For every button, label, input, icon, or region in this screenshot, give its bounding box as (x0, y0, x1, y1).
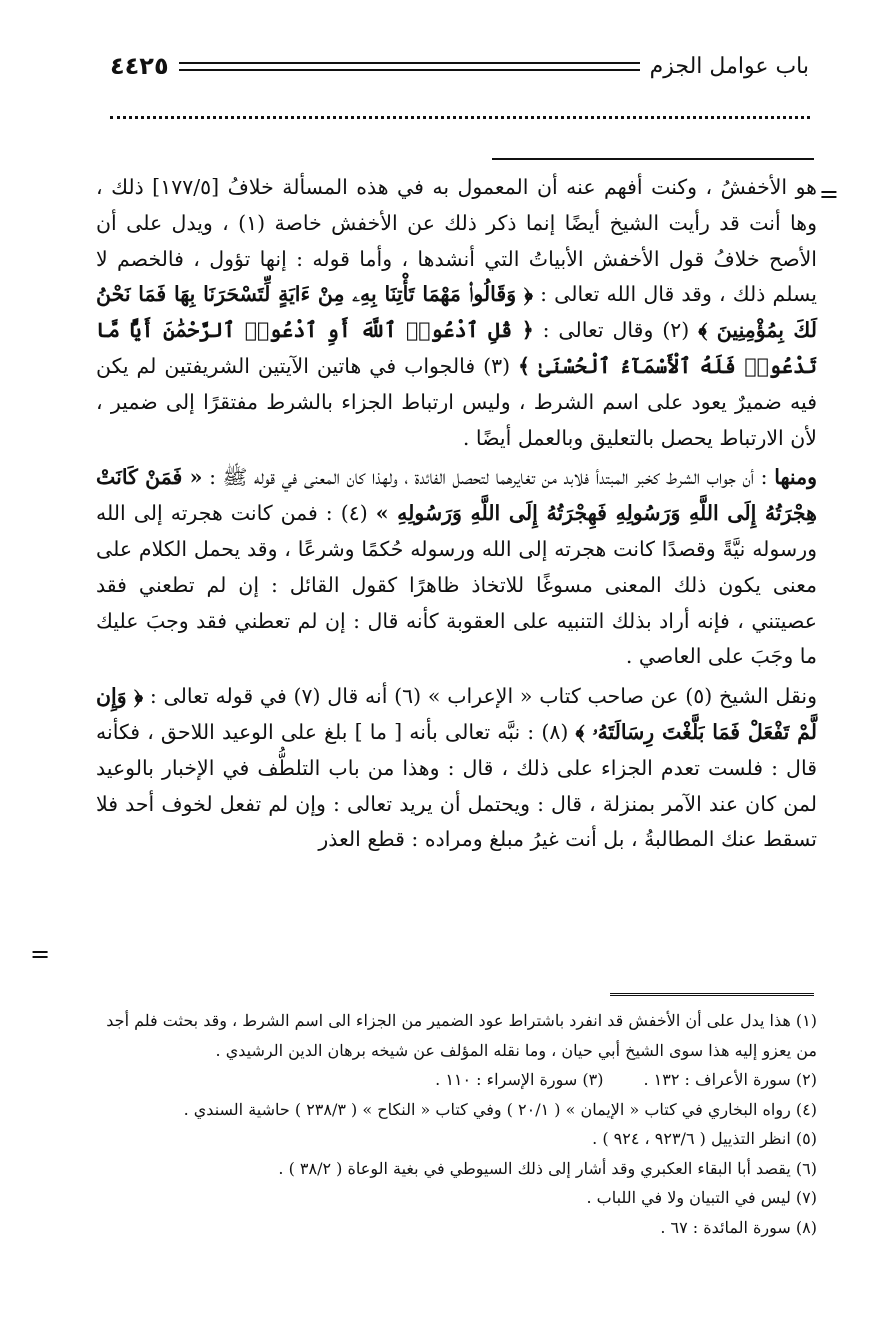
footnote-ref-4: (٤) (340, 501, 368, 526)
and-said-text: وقال تعالى : (542, 318, 654, 343)
footnote-7: (٧) ليس في التبيان ولا في اللباب . (586, 1188, 817, 1207)
para1-text: هو الأخفشُ ، وكنت أفهم عنه أن المعمول به في هذه المسألة خلافُ [١٧٧/٥] ذلك ، وها أنت قد رأيت الشيخ أيضًا إنما ذكر ذلك عن الأخفش خاصة (١) ، ويدل على أن الأصح خلافُ قول الأخفش الأبياتُ التي أنشدها ، وأما قوله : إنها تؤول ، فالخصم لا يسلم ذلك ، وقد قال الله تعالى : (96, 175, 817, 307)
footnote-8: (٨) سورة المائدة : ٦٧ . (660, 1217, 817, 1237)
footnote-4: (٤) رواه البخاري في كتاب « الإيمان » ( ٢٠/١ ) وفي كتاب « النكاح » ( ٢٣٨/٣ ) حاشية السندي . (183, 1099, 817, 1119)
quran-verse-isra: ﴿ قُلِ ٱدْعُوا۟ ٱللَّهَ أَوِ ٱدْعُوا۟ ٱلرَّحْمَٰنَ أَيًّا مَّا تَدْعُوا۟ فَلَهُ ٱلْأَسْمَآءُ ٱلْحُسْنَىٰ ﴾ (96, 318, 817, 378)
continuation-mark: = (818, 180, 839, 208)
para2-lead: ومنها (774, 465, 817, 490)
footnote-ref-2: (٢) (662, 318, 690, 343)
footnotes (90, 1006, 817, 1242)
paragraph-1 (96, 170, 817, 456)
page-number: ٤٤٢٥ (110, 52, 169, 80)
footnote-2: (٢) سورة الأعراف : ١٣٢ . (643, 1070, 817, 1089)
footnote-ref-8: (٨) (541, 719, 569, 744)
paragraph-3 (96, 679, 817, 858)
footnote-1: (١) هذا يدل على أن الأخفش قد انفرد باشتراط عود الضمير من الجزاء الى اسم الشرط ، وقد بحثت فلم أجد من يعزو إليه هذا سوى الشيخ أبي حيان ، وما نقله المؤلف عن شيخه برهان الدين الرشيدي . (106, 1011, 817, 1060)
section-rule (492, 158, 814, 160)
para3-text-b: : نبَّه تعالى بأنه [ ما ] بلغ على الوعيد اللاحق ، فكأنه قال : فلست تعدم الجزاء على ذلك ، قال : وهذا من باب التلطُّف في الإخبار بالوعيد لمن كان عند الآمر بمنزلة ، قال : ويحتمل أن يريد تعالى : وإن لم تفعل لخوف أحد فلا تسقط عنك المطالبةُ ، بل أنت غيرُ مبلغ ومراده : قطع العذر (96, 719, 817, 852)
header-rule (179, 62, 640, 71)
quran-verse-maidah: ﴿ وَإِن لَّمْ تَفْعَلْ فَمَا بَلَّغْتَ رِسَالَتَهُۥ ﴾ (96, 684, 817, 744)
footnote-ref-3: (٣) (483, 353, 511, 378)
footnote-5: (٥) انظر التذييل ( ٩٢٣/٦ ، ٩٢٤ ) . (592, 1129, 817, 1148)
chapter-title: باب عوامل الجزم (649, 53, 809, 79)
para3-text-a: ونقل الشيخ (٥) عن صاحب كتاب « الإعراب » (٦) أنه قال (٧) في قوله تعالى : (149, 684, 817, 709)
page-header (110, 48, 809, 84)
end-continuation-mark: = (30, 940, 51, 968)
footnote-row-2-3 (90, 1065, 817, 1095)
dotted-separator (110, 116, 810, 119)
hadith-quote: « فَمَنْ كَانَتْ هِجْرَتُهُ إِلَى اللَّهِ وَرَسُولِهِ فَهِجْرَتُهُ إِلَى اللَّهِ وَرَسُولِهِ » (96, 465, 817, 526)
paragraph-2 (96, 460, 817, 675)
footnote-3: (٣) سورة الإسراء : ١١٠ . (435, 1070, 604, 1089)
quran-verse-araf: ﴿ وَقَالُوا۟ مَهْمَا تَأْتِنَا بِهِۦ مِنْ ءَايَةٍ لِّتَسْحَرَنَا بِهَا فَمَا نَحْنُ لَكَ بِمُؤْمِنِينَ ﴾ (96, 282, 817, 343)
footnote-separator (610, 993, 814, 999)
para2-text-a: : أن جواب الشرط كخبر المبتدأ فلابد من تغايرهما لتحصل الفائدة ، ولهذا كان المعنى في قوله ﷺ : (209, 465, 768, 490)
footnote-6: (٦) يقصد أبا البقاء العكبري وقد أشار إلى ذلك السيوطي في بغية الوعاة ( ٣٨/٢ ) . (278, 1158, 817, 1178)
para2-text-b: : فمن كانت هجرته إلى الله ورسوله نيَّةً وقصدًا كانت هجرته إلى الله ورسوله حُكمًا وشرعًا ، وقد يحمل الكلام على معنى يكون ذلك المعنى مسوغًا للاتخاذ ظاهرًا كقول القائل : إن لم تطعني فقد عصيتني ، فإنه أراد بذلك التنبيه على العقوبة كأنه قال : إن لم تعطني فقد وجبَ عليك ما وجَبَ على العاصي . (96, 501, 817, 669)
para1-end-text: فالجواب في هاتين الآيتين الشريفتين لم يكن فيه ضميرٌ يعود على اسم الشرط ، وليس ارتباط الجزاء بالشرط مفتقرًا إلى ضمير ، لأن الارتباط يحصل بالتعليق وبالعمل أيضًا . (96, 353, 817, 450)
main-text (96, 170, 817, 862)
